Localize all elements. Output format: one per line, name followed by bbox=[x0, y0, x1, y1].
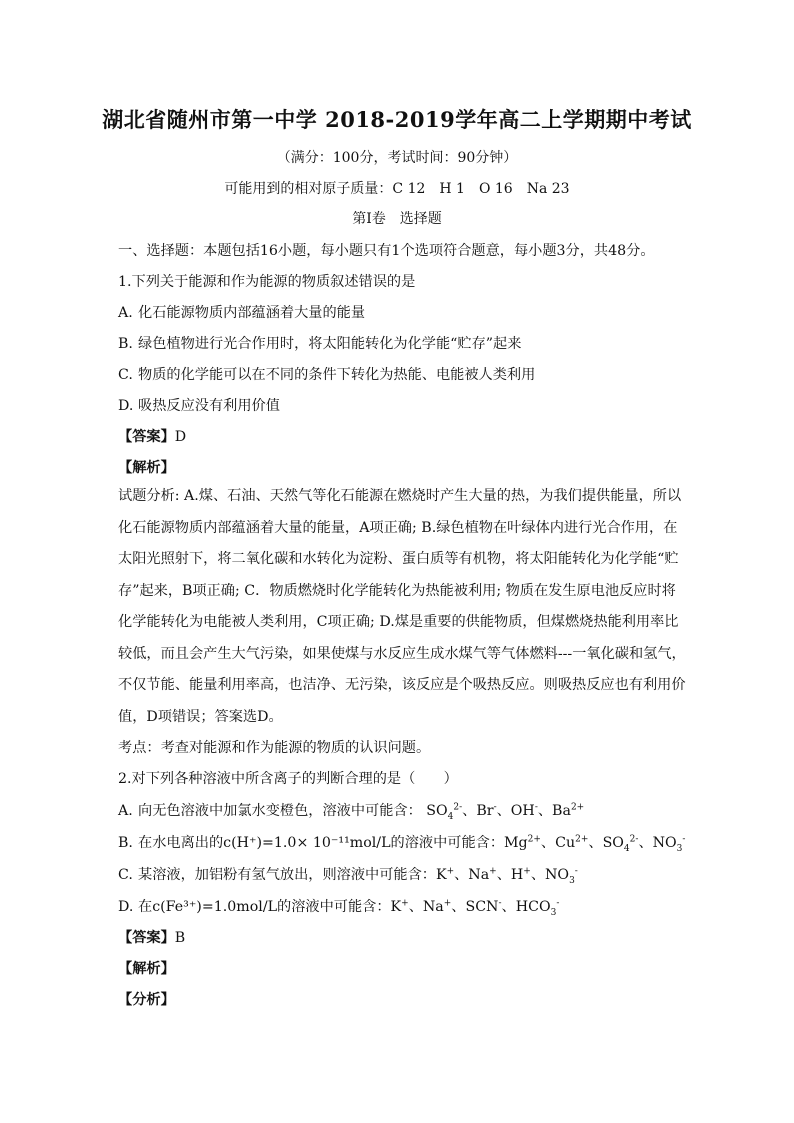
option-letter: D. bbox=[118, 398, 134, 414]
ion-list: K+、Na+、SCN-、$HCO_3^-$ bbox=[390, 898, 560, 918]
analysis-line: 试题分析: A.煤、石油、天然气等化石能源在燃烧时产生大量的热，为我们提供能量，所以 bbox=[118, 488, 682, 504]
option-text: 某溶液，加铝粉有氢气放出，则溶液中可能含： bbox=[138, 867, 436, 883]
option-letter: C. bbox=[118, 367, 133, 383]
analysis-line: 太阳光照射下，将二氧化碳和水转化为淀粉、蛋白质等有机物，将太阳能转化为化学能“贮 bbox=[118, 551, 679, 567]
q1-stem: 1.下列关于能源和作为能源的物质叙述错误的是 bbox=[118, 274, 416, 290]
q2-option-a bbox=[118, 800, 584, 820]
analysis-line: 化学能转化为电能被人类利用，C项正确; D.煤是重要的供能物质，但煤燃烧热能利用率比 bbox=[118, 614, 679, 630]
answer-value: B bbox=[174, 930, 186, 946]
q1-analysis-label: 【解析】 bbox=[118, 460, 175, 476]
page-title: 湖北省随州市第一中学 2018-2019学年高二上学期期中考试 bbox=[102, 107, 692, 132]
option-text: 在c(Fe³⁺)=1.0mol/L的溶液中可能含： bbox=[138, 899, 391, 915]
answer-label: 【答案】 bbox=[118, 429, 175, 445]
section-intro: 一、选择题：本题包括16小题，每小题只有1个选项符合题意，每小题3分，共48分。 bbox=[118, 243, 655, 259]
option-text: 绿色植物进行光合作用时，将太阳能转化为化学能“贮存”起来 bbox=[138, 336, 522, 352]
analysis-line: 值，D项错误；答案选D。 bbox=[118, 708, 283, 725]
q1-analysis-text bbox=[118, 481, 686, 733]
option-letter: A. bbox=[118, 803, 133, 819]
analysis-line: 化石能源物质内部蕴涵着大量的能量，A项正确; B.绿色植物在叶绿体内进行光合作用，在 bbox=[118, 519, 678, 536]
q1-option-a bbox=[118, 302, 365, 322]
ion-list: $Mg^{2+}$、$Cu^{2+}$、$SO_4^{2-}$、$NO_3^-$ bbox=[504, 834, 686, 854]
option-letter: B. bbox=[118, 336, 133, 352]
answer-label: 【答案】 bbox=[118, 930, 175, 946]
q1-answer bbox=[118, 426, 186, 446]
option-text: 吸热反应没有利用价值 bbox=[138, 398, 280, 414]
option-text: 向无色溶液中加氯水变橙色，溶液中可能含： bbox=[138, 803, 422, 819]
q2-stem: 2.对下列各种溶液中所含离子的判断合理的是（ ） bbox=[118, 771, 458, 787]
option-letter: A. bbox=[118, 305, 133, 321]
q2-answer bbox=[118, 927, 185, 947]
q2-option-c bbox=[118, 864, 578, 884]
q1-kaodian: 考点：考查对能源和作为能源的物质的认识问题。 bbox=[118, 740, 431, 756]
q2-analysis-label: 【解析】 bbox=[118, 961, 175, 977]
option-text: 物质的化学能可以在不同的条件下转化为热能、电能被人类利用 bbox=[138, 367, 536, 383]
atomic-masses: 可能用到的相对原子质量：C 12 H 1 O 16 Na 23 bbox=[224, 181, 570, 197]
q2-option-d bbox=[118, 896, 559, 916]
ion-list: $SO_4^{2-}$、Br-、OH-、$Ba^{2+}$ bbox=[421, 802, 585, 822]
volume-title: 第Ⅰ卷 选择题 bbox=[352, 211, 442, 227]
answer-value: D bbox=[174, 429, 187, 445]
analysis-line: 不仅节能、能量利用率高，也洁净、无污染，该反应是个吸热反应。则吸热反应也有利用价 bbox=[118, 677, 686, 693]
q2-fenxi-label: 【分析】 bbox=[118, 992, 175, 1008]
analysis-line: 存”起来，B项正确; C．物质燃烧时化学能转化为热能被利用; 物质在发生原电池反应时将 bbox=[118, 582, 676, 599]
ion-list: K+、Na+、H+、$NO_3^-$ bbox=[435, 866, 578, 886]
option-letter: D. bbox=[118, 899, 134, 915]
q2-option-b bbox=[118, 832, 685, 852]
exam-info: （满分：100分，考试时间：90分钟） bbox=[276, 150, 518, 166]
option-text: 化石能源物质内部蕴涵着大量的能量 bbox=[138, 305, 366, 321]
option-text: 在水电离出的c(H⁺)=1.0× 10⁻¹¹mol/L的溶液中可能含： bbox=[138, 835, 505, 851]
q1-option-c bbox=[118, 364, 535, 384]
q1-option-d bbox=[118, 395, 280, 415]
option-letter: B. bbox=[118, 835, 133, 851]
q1-option-b bbox=[118, 333, 521, 353]
analysis-line: 较低，而且会产生大气污染，如果使煤与水反应生成水煤气等气体燃料---一氧化碳和氢气， bbox=[118, 645, 686, 662]
option-letter: C. bbox=[118, 867, 133, 883]
